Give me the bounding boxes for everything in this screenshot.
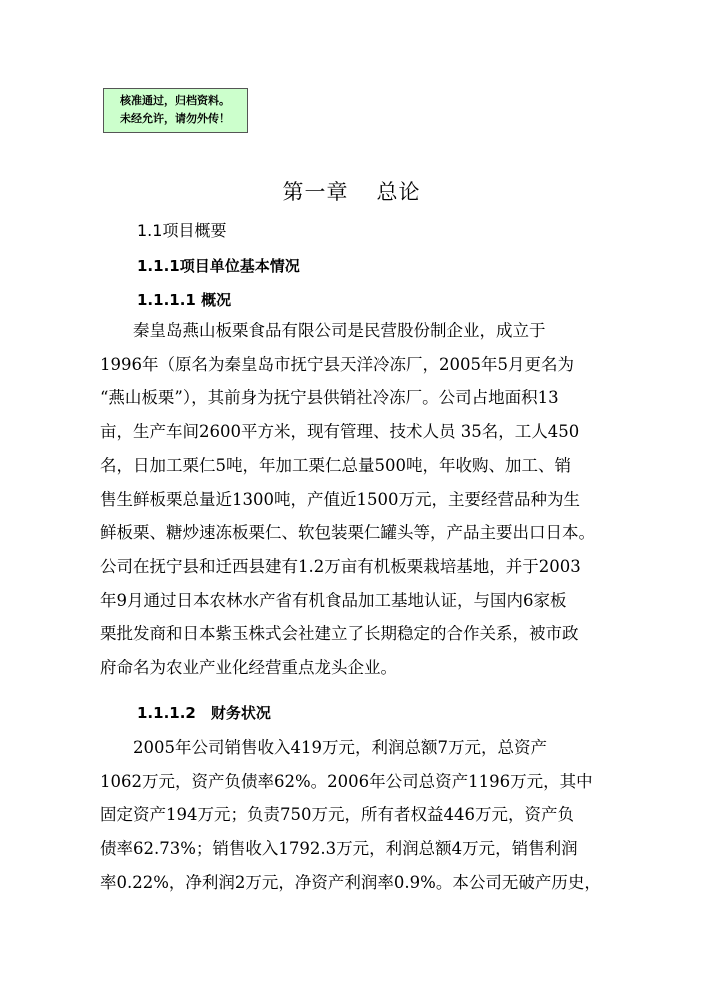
stamp-line-1: 核准通过，归档资料。 [120,94,230,107]
paragraph-line: 亩，生产车间2600平方米，现有管理、技术人员 35名，工人450 [100,422,580,442]
stamp-line-2: 未经允许，请勿外传！ [120,112,230,125]
section-heading-1-1-1: 1.1.1项目单位基本情况 [137,257,300,275]
section-heading-1-1-1-2: 1.1.1.2 财务状况 [137,704,271,722]
section-heading-1-1: 1.1项目概要 [137,221,227,240]
paragraph-line: 栗批发商和日本紫玉株式会社建立了长期稳定的合作关系，被市政 [100,624,579,644]
paragraph-line: 鲜板栗、糖炒速冻板栗仁、软包装栗仁罐头等，产品主要出口日本。 [100,523,595,543]
paragraph-line: 年9月通过日本农林水产省有机食品加工基地认证，与国内6家板 [100,590,567,610]
chapter-number: 第一章 [282,180,349,204]
archive-stamp [103,88,248,133]
paragraph-line: 2005年公司销售收入419万元，利润总额7万元，总资产 [100,738,547,757]
paragraph-line: 率0.22%，净利润2万元，净资产利润率0.9%。本公司无破产历史， [100,872,601,892]
section-heading-1-1-1-1: 1.1.1.1 概况 [137,291,232,309]
paragraph-line: 售生鲜板栗总量近1300吨，产值近1500万元，主要经营品种为生 [100,489,580,509]
overview-paragraph [100,314,627,685]
paragraph-line: 1062万元，资产负债率62%。2006年公司总资产1196万元，其中 [100,771,593,791]
paragraph-line: 名，日加工栗仁5吨，年加工栗仁总量500吨，年收购、加工、销 [100,455,571,475]
paragraph-line: 债率62.73%；销售收入1792.3万元，利润总额4万元，销售利润 [100,839,578,859]
paragraph-line: 公司在抚宁县和迁西县建有1.2万亩有机板栗栽培基地，并于2003 [100,556,581,576]
paragraph-line: 1996年（原名为秦皇岛市抚宁县天洋冷冻厂，2005年5月更名为 [100,354,574,374]
financial-paragraph [100,731,627,900]
paragraph-line: 固定资产194万元；负责750万元，所有者权益446万元，资产负 [100,805,574,825]
paragraph-line: 秦皇岛燕山板栗食品有限公司是民营股份制企业，成立于 [100,321,546,340]
paragraph-line: “燕山板栗”），其前身为抚宁县供销社冷冻厂。公司占地面积13 [100,388,559,408]
chapter-title [0,176,703,206]
chapter-name: 总论 [376,180,421,204]
paragraph-line: 府命名为农业产业化经营重点龙头企业。 [100,658,397,678]
